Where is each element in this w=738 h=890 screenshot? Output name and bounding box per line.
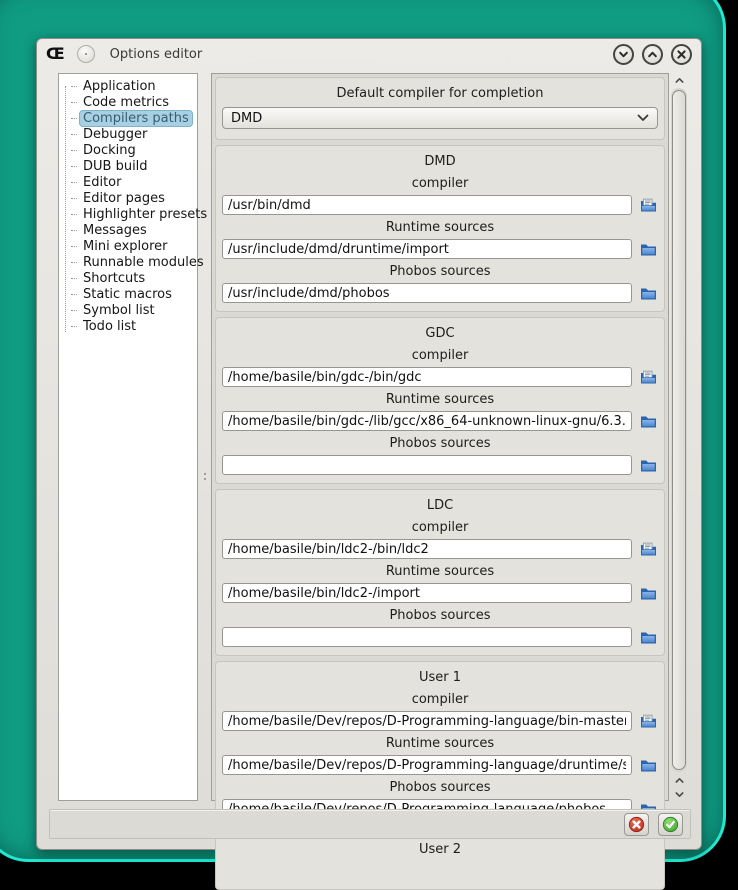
- field-label: compiler: [411, 692, 469, 707]
- browse-folder-button[interactable]: [639, 456, 658, 475]
- sidebar-item-editor[interactable]: Editor: [71, 174, 195, 190]
- cancel-icon: [628, 816, 645, 833]
- minimize-button[interactable]: [613, 44, 634, 65]
- chevron-up-icon: [674, 776, 685, 785]
- browse-file-button[interactable]: [639, 712, 658, 731]
- sidebar-item-compilers-paths[interactable]: Compilers paths: [71, 110, 195, 126]
- folder-icon: [639, 756, 658, 775]
- runtime-sources-input[interactable]: [222, 583, 632, 603]
- browse-folder-button[interactable]: [639, 584, 658, 603]
- browse-folder-button[interactable]: [639, 412, 658, 431]
- field-label: Runtime sources: [385, 392, 495, 407]
- runtime-sources-input[interactable]: [222, 239, 632, 259]
- accept-icon: [662, 816, 679, 833]
- titlebar[interactable]: [37, 39, 701, 69]
- sidebar-item-highlighter-presets[interactable]: Highlighter presets: [71, 206, 195, 222]
- compiler-group-user2: [215, 833, 665, 890]
- sidebar-item-static-macros[interactable]: Static macros: [71, 286, 195, 302]
- group-title: User 2: [418, 842, 462, 857]
- folder-icon: [639, 456, 658, 475]
- sidebar-item-application[interactable]: Application: [71, 78, 195, 94]
- sidebar-item-dub-build[interactable]: DUB build: [71, 158, 195, 174]
- group-title: Default compiler for completion: [336, 86, 544, 101]
- open-file-icon: [639, 368, 658, 387]
- sidebar-item-docking[interactable]: Docking: [71, 142, 195, 158]
- accept-button[interactable]: [658, 813, 683, 836]
- folder-icon: [639, 412, 658, 431]
- sidebar-item-symbol-list[interactable]: Symbol list: [71, 302, 195, 318]
- chevron-down-icon: [637, 114, 649, 122]
- sidebar-splitter[interactable]: [198, 73, 211, 801]
- scrollbar-thumb[interactable]: [672, 90, 686, 770]
- runtime-sources-input[interactable]: [222, 755, 632, 775]
- close-icon: [675, 48, 688, 61]
- group-title: GDC: [425, 326, 455, 341]
- folder-icon: [639, 284, 658, 303]
- compiler-group-user1: [215, 661, 665, 828]
- sidebar-item-shortcuts[interactable]: Shortcuts: [71, 270, 195, 286]
- category-tree: [61, 78, 208, 334]
- compiler-path-input[interactable]: [222, 195, 632, 215]
- browse-folder-button[interactable]: [639, 284, 658, 303]
- compiler-group-gdc: [215, 317, 665, 484]
- window-menu-button[interactable]: [77, 45, 95, 63]
- browse-folder-button[interactable]: [639, 756, 658, 775]
- sidebar-item-todo-list[interactable]: Todo list: [71, 318, 195, 334]
- sidebar-item-code-metrics[interactable]: Code metrics: [71, 94, 195, 110]
- sidebar-item-messages[interactable]: Messages: [71, 222, 195, 238]
- app-logo-icon: Œ: [46, 44, 64, 63]
- default-compiler-select[interactable]: [222, 107, 658, 129]
- open-file-icon: [639, 540, 658, 559]
- sidebar-item-mini-explorer[interactable]: Mini explorer: [71, 238, 195, 254]
- field-label: Phobos sources: [389, 608, 491, 623]
- sidebar-item-runnable-modules[interactable]: Runnable modules: [71, 254, 195, 270]
- field-label: Runtime sources: [385, 736, 495, 751]
- browse-file-button[interactable]: [639, 368, 658, 387]
- maximize-button[interactable]: [642, 44, 663, 65]
- compiler-path-input[interactable]: [222, 711, 632, 731]
- open-file-icon: [639, 196, 658, 215]
- category-sidebar: [58, 73, 208, 801]
- phobos-sources-input[interactable]: [222, 627, 632, 647]
- field-label: Phobos sources: [389, 264, 491, 279]
- phobos-sources-input[interactable]: [222, 283, 632, 303]
- scroll-up-button[interactable]: [671, 73, 687, 87]
- browse-file-button[interactable]: [639, 196, 658, 215]
- browse-folder-button[interactable]: [639, 240, 658, 259]
- compiler-path-input[interactable]: [222, 539, 632, 559]
- field-label: Runtime sources: [385, 564, 495, 579]
- scroll-down-button[interactable]: [671, 787, 687, 801]
- statusbar: [49, 809, 691, 839]
- sidebar-item-debugger[interactable]: Debugger: [71, 126, 195, 142]
- field-label: Phobos sources: [389, 436, 491, 451]
- compilers-paths-panel: [211, 73, 669, 857]
- vertical-scrollbar[interactable]: [671, 73, 687, 801]
- field-label: compiler: [411, 348, 469, 363]
- folder-icon: [639, 240, 658, 259]
- combo-value: DMD: [231, 110, 263, 126]
- folder-icon: [639, 584, 658, 603]
- compiler-group-ldc: [215, 489, 665, 656]
- chevron-down-icon: [674, 790, 685, 799]
- group-title: LDC: [426, 498, 454, 513]
- scrollbar-track[interactable]: [671, 88, 687, 772]
- group-title: User 1: [418, 670, 462, 685]
- browse-folder-button[interactable]: [639, 628, 658, 647]
- window-title: Options editor: [109, 46, 203, 62]
- phobos-sources-input[interactable]: [222, 455, 632, 475]
- field-label: Phobos sources: [389, 780, 491, 795]
- runtime-sources-input[interactable]: [222, 411, 632, 431]
- cancel-button[interactable]: [624, 813, 649, 836]
- chevron-up-icon: [674, 76, 685, 85]
- compiler-path-input[interactable]: [222, 367, 632, 387]
- chevron-down-icon: [617, 48, 630, 61]
- options-editor-window: [36, 38, 702, 857]
- browse-file-button[interactable]: [639, 540, 658, 559]
- default-compiler-group: [215, 77, 665, 140]
- field-label: compiler: [411, 520, 469, 535]
- chevron-up-icon: [646, 48, 659, 61]
- compiler-group-dmd: [215, 145, 665, 312]
- sidebar-item-editor-pages[interactable]: Editor pages: [71, 190, 195, 206]
- folder-icon: [639, 628, 658, 647]
- field-label: compiler: [411, 176, 469, 191]
- field-label: Runtime sources: [385, 220, 495, 235]
- scroll-up-button-bottom[interactable]: [671, 773, 687, 787]
- close-button[interactable]: [671, 44, 692, 65]
- open-file-icon: [639, 712, 658, 731]
- group-title: DMD: [424, 154, 456, 169]
